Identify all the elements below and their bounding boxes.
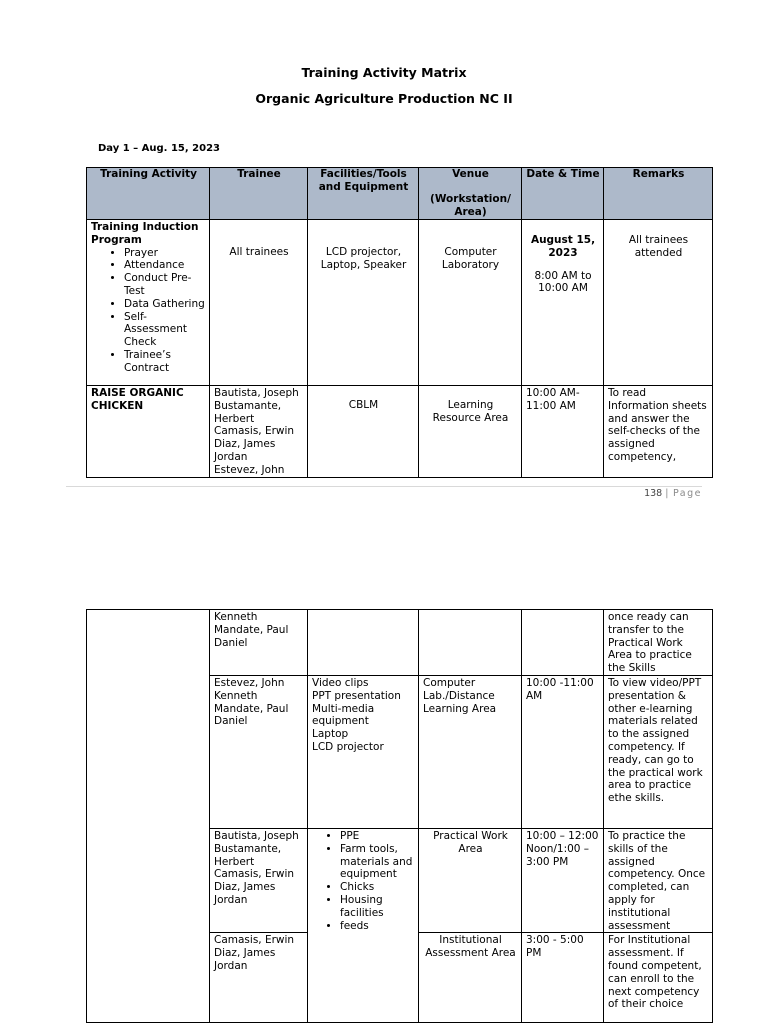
day-label: Day 1 – Aug. 15, 2023 bbox=[98, 143, 220, 154]
header-venue bbox=[419, 168, 522, 220]
trainee-name: Diaz, James Jordan bbox=[214, 881, 276, 906]
venue-cell: Learning Resource Area bbox=[419, 386, 522, 478]
header-venue-label: Venue bbox=[452, 168, 489, 180]
activity-title: Training Induction Program bbox=[91, 221, 199, 246]
venue-cell: Practical Work Area bbox=[419, 828, 522, 932]
trainee-cell bbox=[210, 675, 308, 828]
time-value: 8:00 AM to 10:00 AM bbox=[534, 269, 592, 295]
facilities-cell: CBLM bbox=[308, 386, 419, 478]
time-cell: 10:00 -11:00 AM bbox=[522, 675, 604, 828]
facilities-cell bbox=[308, 610, 419, 676]
trainee-name: Camasis, Erwin bbox=[214, 868, 295, 881]
facilities-cell: LCD projector, Laptop, Speaker bbox=[308, 220, 419, 386]
activity-table-page-1 bbox=[86, 167, 713, 478]
trainee-name: Estevez, John bbox=[214, 463, 285, 476]
header-venue-sublabel: (Workstation/ Area) bbox=[430, 192, 511, 218]
table-row bbox=[87, 610, 713, 676]
list-item: • feeds bbox=[340, 920, 415, 933]
page-number-value: 138 bbox=[644, 488, 663, 499]
facility-item: PPT presentation bbox=[312, 689, 401, 702]
list-item: • Farm tools, materials and equipment bbox=[340, 843, 415, 881]
trainee-cell bbox=[210, 933, 308, 1023]
facility-item: LCD projector bbox=[312, 740, 384, 753]
trainee-name: Bustamante, Herbert bbox=[214, 399, 282, 425]
activity-table-page-2 bbox=[86, 609, 713, 1023]
activity-list bbox=[91, 247, 206, 375]
list-item: • Data Gathering bbox=[124, 298, 206, 311]
trainee-name: Diaz, James Jordan bbox=[214, 438, 276, 463]
list-item: • PPE bbox=[340, 830, 415, 843]
trainee-cell: All trainees bbox=[210, 220, 308, 386]
trainee-name: Diaz, James Jordan bbox=[214, 947, 276, 972]
trainee-cell bbox=[210, 610, 308, 676]
facility-item: Multi-media equipment bbox=[312, 702, 375, 728]
trainee-name: Kenneth bbox=[214, 611, 258, 623]
trainee-cell bbox=[210, 828, 308, 932]
page-number bbox=[644, 488, 702, 499]
header-remarks: Remarks bbox=[604, 168, 713, 220]
facility-item: Laptop bbox=[312, 728, 349, 741]
activity-cell bbox=[87, 220, 210, 386]
time-cell bbox=[522, 610, 604, 676]
header-trainee: Trainee bbox=[210, 168, 308, 220]
header-date-time: Date & Time bbox=[522, 168, 604, 220]
facility-item: Video clips bbox=[312, 676, 369, 689]
trainee-name: Mandate, Paul Daniel bbox=[214, 623, 289, 649]
list-item: • Prayer bbox=[124, 247, 206, 260]
list-item: • Housing facilities bbox=[340, 894, 415, 920]
list-item: • Self-Assessment Check bbox=[124, 311, 206, 349]
venue-cell bbox=[419, 610, 522, 676]
date-value: August 15, 2023 bbox=[530, 234, 596, 259]
trainee-name: Bautista, Joseph bbox=[214, 387, 299, 399]
header-training-activity: Training Activity bbox=[87, 168, 210, 220]
remarks-cell: All trainees attended bbox=[604, 220, 713, 386]
remarks-cell: once ready can transfer to the Practical Work Area to practice the Skills bbox=[604, 610, 713, 676]
page-word: Page bbox=[673, 488, 702, 499]
list-item: • Trainee’s Contract bbox=[124, 349, 206, 375]
trainee-name: Bautista, Joseph bbox=[214, 829, 299, 842]
table-row bbox=[87, 220, 713, 386]
remarks-cell: To practice the skills of the assigned competency. Once completed, can apply for institutional assessment bbox=[604, 828, 713, 932]
time-cell: 10:00 – 12:00 Noon/1:00 – 3:00 PM bbox=[522, 828, 604, 932]
activity-cell: RAISE ORGANIC CHICKEN bbox=[87, 386, 210, 478]
remarks-cell: To view video/PPT presentation & other e-learning materials related to the assigned competency. If ready, can go to the practical work area to practice ethe skills. bbox=[604, 675, 713, 828]
trainee-name: Estevez, John Kenneth bbox=[214, 676, 285, 702]
facilities-cell bbox=[308, 828, 419, 1022]
time-cell: 3:00 - 5:00 PM bbox=[522, 933, 604, 1023]
venue-cell: Computer Lab./Distance Learning Area bbox=[419, 675, 522, 828]
trainee-name: Mandate, Paul Daniel bbox=[214, 702, 289, 728]
table-row bbox=[87, 386, 713, 478]
document-title: Training Activity Matrix bbox=[301, 65, 467, 80]
document-subtitle: Organic Agriculture Production NC II bbox=[255, 91, 513, 106]
list-item: • Attendance bbox=[124, 259, 206, 272]
trainee-name: Camasis, Erwin bbox=[214, 934, 295, 947]
footer-divider bbox=[66, 486, 702, 487]
remarks-cell: For Institutional assessment. If found competent, can enroll to the next competency of their choice bbox=[604, 933, 713, 1023]
remarks-cell: To read Information sheets and answer the self-checks of the assigned competency, bbox=[604, 386, 713, 478]
page-separator: | bbox=[665, 488, 670, 499]
trainee-name: Camasis, Erwin bbox=[214, 425, 295, 438]
trainee-cell bbox=[210, 386, 308, 478]
venue-cell: Computer Laboratory bbox=[419, 220, 522, 386]
facilities-list bbox=[312, 830, 415, 932]
trainee-name: Bustamante, Herbert bbox=[214, 842, 282, 868]
time-cell: 10:00 AM-11:00 AM bbox=[522, 386, 604, 478]
table-header-row bbox=[87, 168, 713, 220]
venue-cell: Institutional Assessment Area bbox=[419, 933, 522, 1023]
date-cell bbox=[522, 220, 604, 386]
header-facilities: Facilities/Tools and Equipment bbox=[308, 168, 419, 220]
list-item: • Conduct Pre-Test bbox=[124, 272, 206, 298]
list-item: • Chicks bbox=[340, 881, 415, 894]
activity-cell bbox=[87, 610, 210, 1023]
facilities-cell bbox=[308, 675, 419, 828]
